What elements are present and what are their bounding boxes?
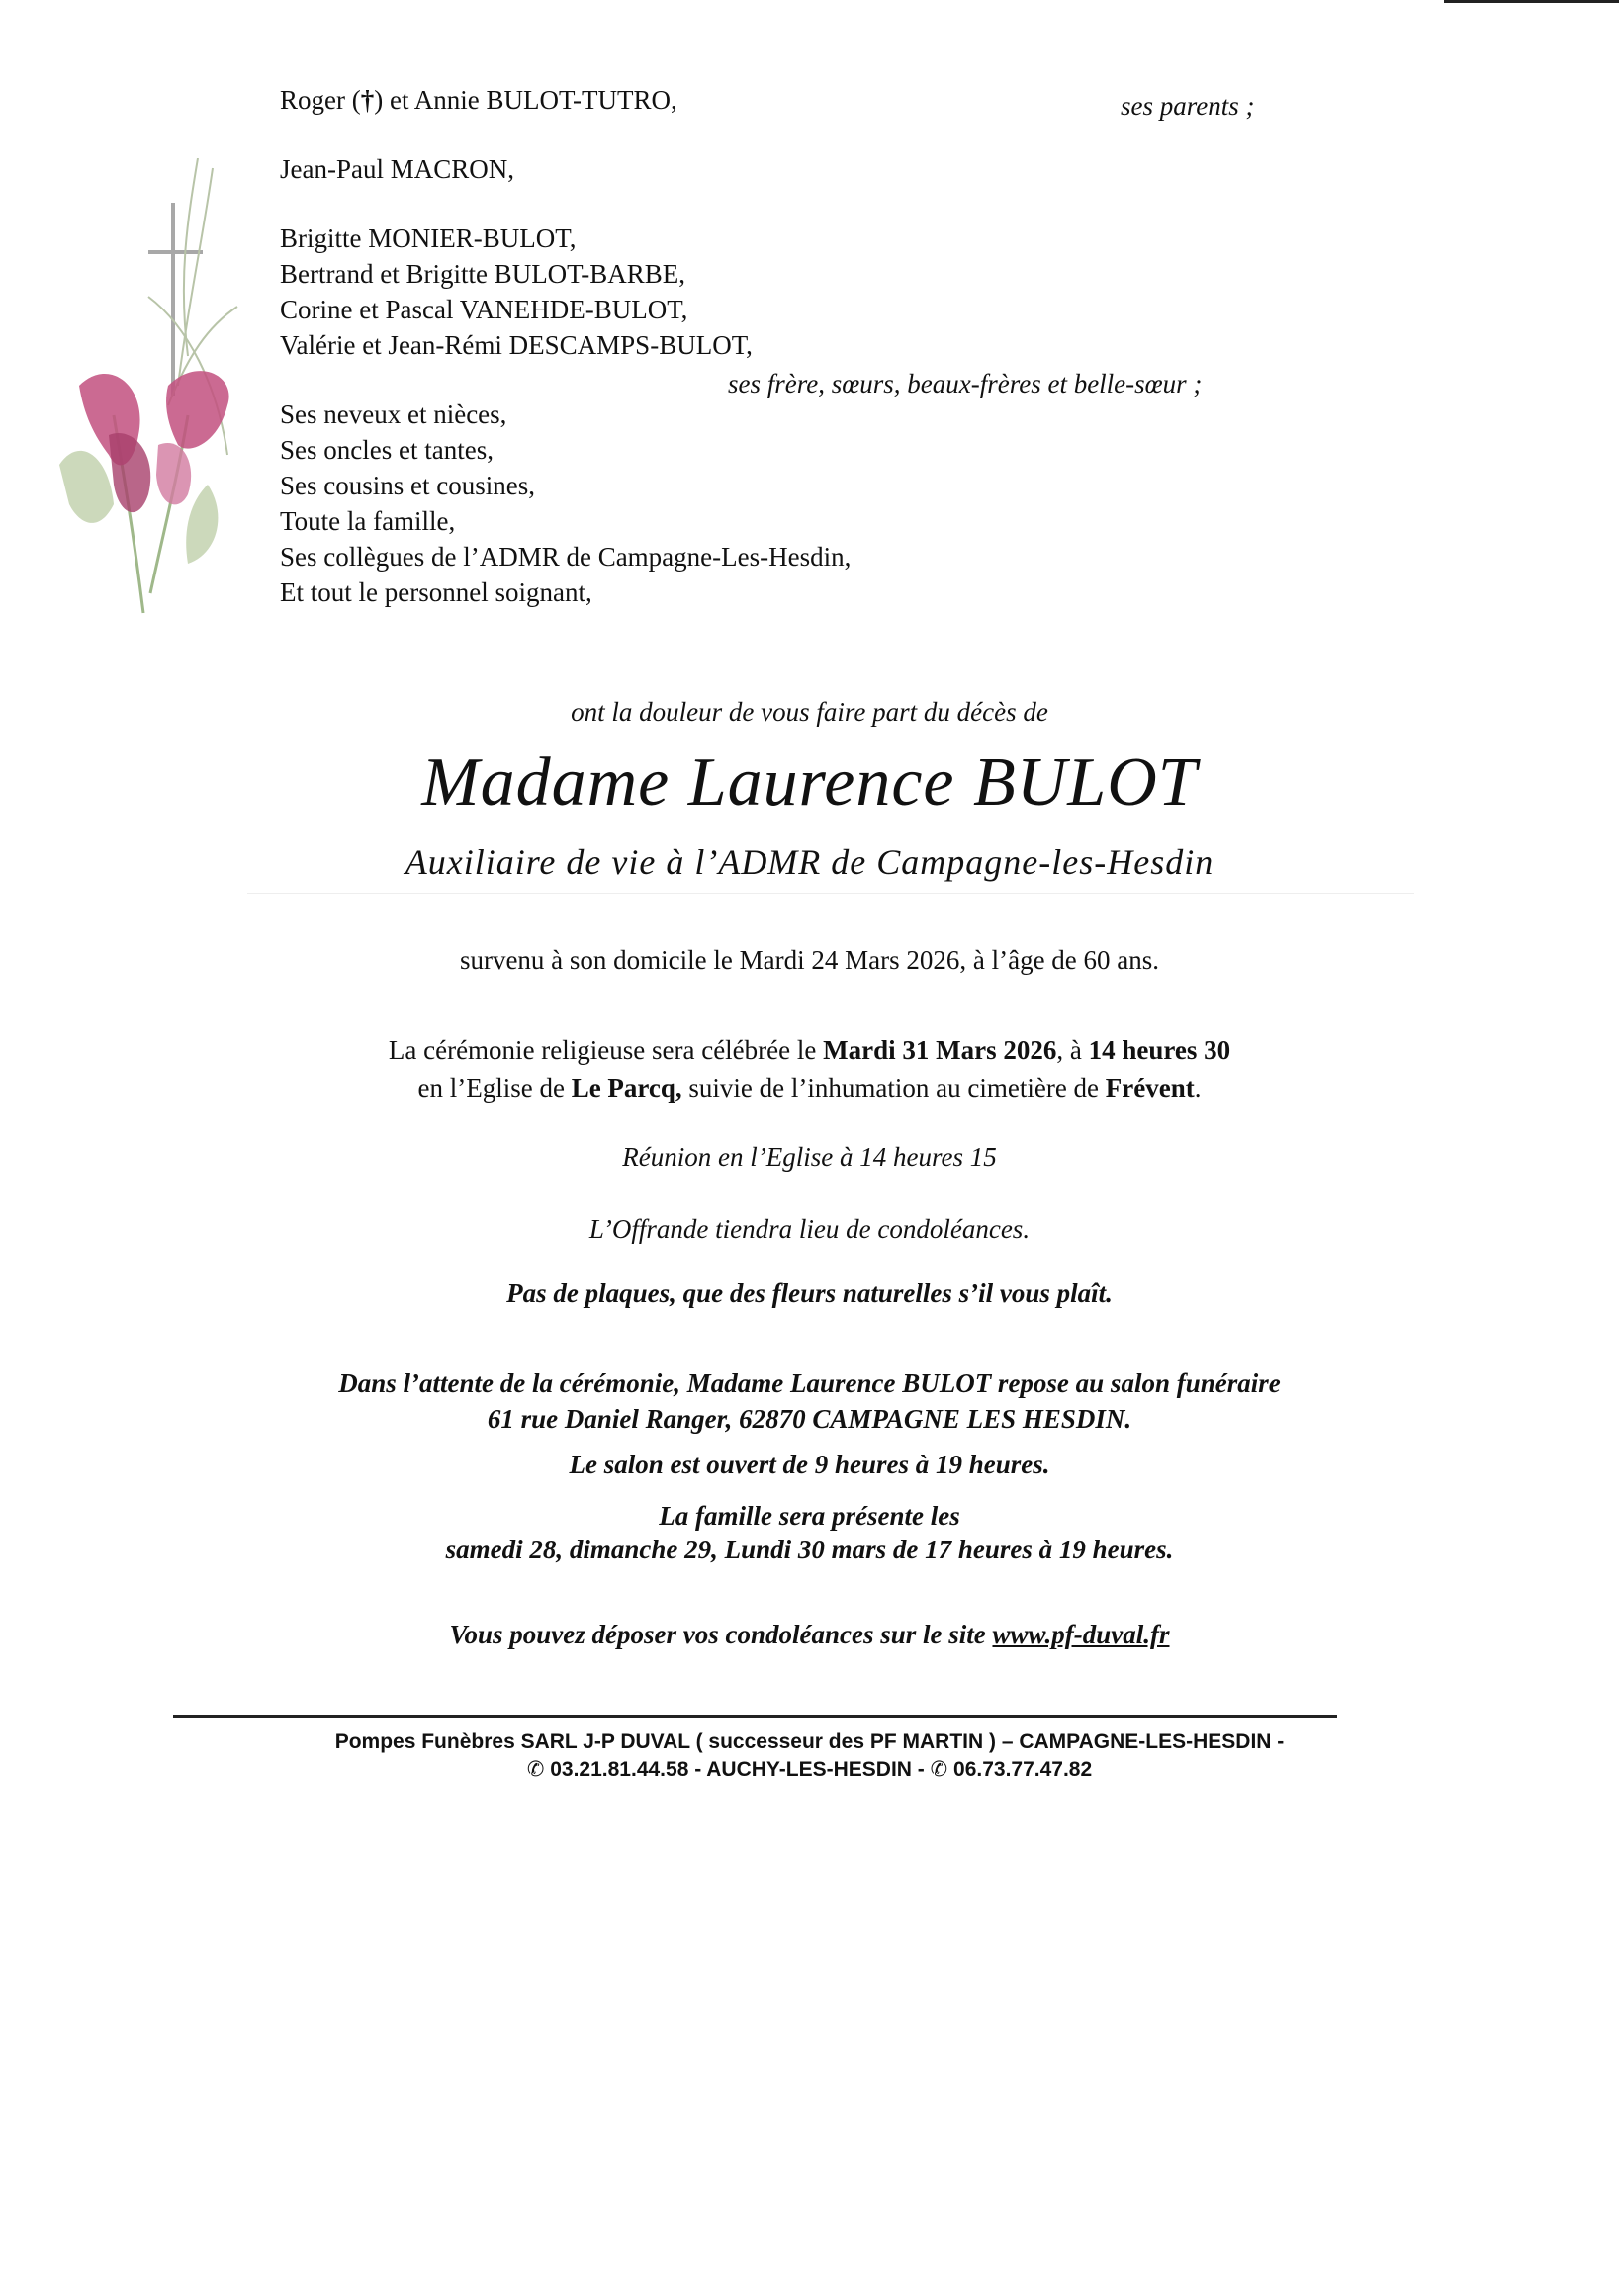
sibling-4: Valérie et Jean-Rémi DESCAMPS-BULOT,	[280, 330, 753, 360]
ceremony-text: La cérémonie religieuse sera célébrée le	[388, 1035, 824, 1065]
church-place: Le Parcq,	[571, 1073, 682, 1103]
relatives-1: Ses neveux et nièces,	[280, 399, 507, 429]
spouse-line: Jean-Paul MACRON,	[280, 154, 514, 184]
website-link[interactable]: www.pf-duval.fr	[992, 1620, 1170, 1649]
announcement-intro: ont la douleur de vous faire part du décès de	[571, 697, 1048, 727]
top-edge-rule	[1444, 0, 1619, 3]
relatives-5: Ses collègues de l’ADMR de Campagne-Les-Hesdin,	[280, 542, 852, 572]
sibling-3: Corine et Pascal VANEHDE-BULOT,	[280, 295, 688, 324]
divider	[247, 893, 1414, 894]
deceased-name: Madame Laurence BULOT	[421, 745, 1198, 821]
parents-prefix: Roger (	[280, 85, 361, 115]
ceremony-line-1	[0, 1037, 1619, 1064]
cemetery-place: Frévent	[1105, 1073, 1195, 1103]
burial-text: suivie de l’inhumation au cimetière de	[681, 1073, 1106, 1103]
footer-phones: ✆ 03.21.81.44.58 - AUCHY-LES-HESDIN - ✆ 06.73.77.47.82	[526, 1758, 1093, 1781]
ceremony-end: .	[1194, 1073, 1202, 1103]
ceremony-text-2: , à	[1056, 1035, 1089, 1065]
salon-line-1: Dans l’attente de la cérémonie, Madame Laurence BULOT repose au salon funéraire	[338, 1369, 1281, 1398]
sibling-1: Brigitte MONIER-BULOT,	[280, 223, 577, 253]
salon-hours: Le salon est ouvert de 9 heures à 19 heures.	[569, 1450, 1050, 1479]
salon-address: 61 rue Daniel Ranger, 62870 CAMPAGNE LES HESDIN.	[487, 1404, 1132, 1434]
relatives-3: Ses cousins et cousines,	[280, 471, 535, 500]
family-presence-2: samedi 28, dimanche 29, Lundi 30 mars de 17 heures à 19 heures.	[445, 1535, 1174, 1564]
footer-company: Pompes Funèbres SARL J-P DUVAL ( successeur des PF MARTIN ) – CAMPAGNE-LES-HESDIN -	[334, 1730, 1285, 1753]
offering-note: L’Offrande tiendra lieu de condoléances.	[588, 1214, 1031, 1244]
footer-rule	[173, 1715, 1337, 1718]
parents-role: ses parents ;	[1121, 91, 1255, 121]
calla-lily-cross-icon	[40, 158, 267, 633]
deceased-cross-icon: †	[360, 85, 375, 115]
family-presence-1: La famille sera présente les	[659, 1501, 960, 1531]
ceremony-line-2	[0, 1075, 1619, 1102]
parents-line	[280, 87, 677, 114]
condolences-line	[0, 1622, 1619, 1648]
deceased-occupation: Auxiliaire de vie à l’ADMR de Campagne-les-Hesdin	[405, 842, 1214, 882]
siblings-role: ses frère, sœurs, beaux-frères et belle-sœur ;	[728, 369, 1203, 398]
flowers-note: Pas de plaques, que des fleurs naturelles s’il vous plaît.	[506, 1279, 1113, 1308]
ceremony-time: 14 heures 30	[1088, 1035, 1231, 1065]
relatives-4: Toute la famille,	[280, 506, 456, 536]
condolences-text: Vous pouvez déposer vos condoléances sur le site	[449, 1620, 993, 1649]
ceremony-date: Mardi 31 Mars 2026	[823, 1035, 1057, 1065]
relatives-2: Ses oncles et tantes,	[280, 435, 494, 465]
relatives-6: Et tout le personnel soignant,	[280, 577, 592, 607]
church-text: en l’Eglise de	[417, 1073, 572, 1103]
sibling-2: Bertrand et Brigitte BULOT-BARBE,	[280, 259, 685, 289]
meeting-time: Réunion en l’Eglise à 14 heures 15	[622, 1142, 997, 1172]
parents-names: ) et Annie BULOT-TUTRO,	[374, 85, 677, 115]
death-notice: survenu à son domicile le Mardi 24 Mars 2026, à l’âge de 60 ans.	[459, 945, 1160, 975]
